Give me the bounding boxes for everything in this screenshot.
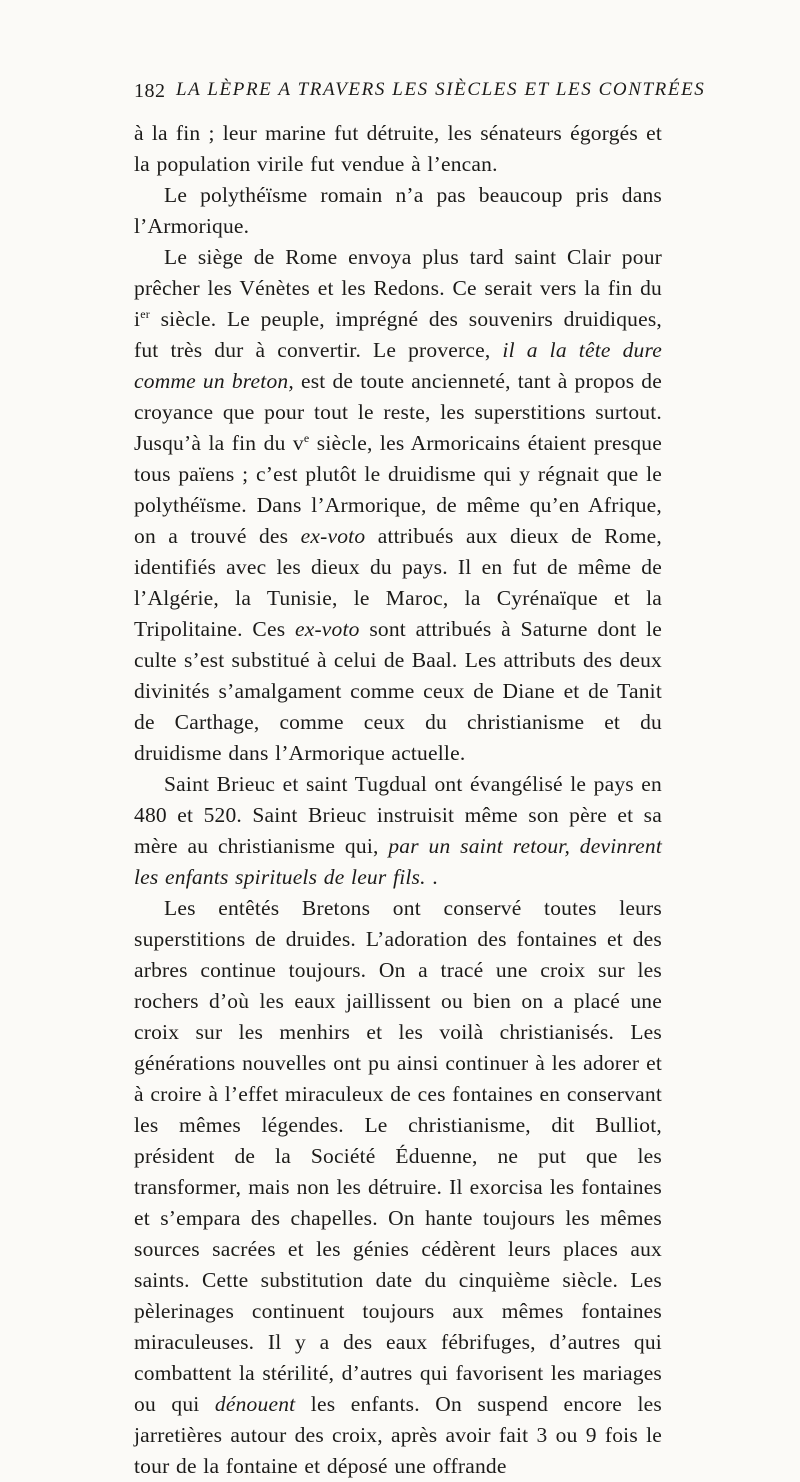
text-segment: . (425, 865, 438, 889)
text-segment: est de toute ancienneté, tant à propos de croyance que pour tout le reste, les superstitions surtout. Jusqu’à la fin du v (134, 369, 662, 455)
text-segment: siècle, les Armoricains étaient presque tous païens ; c’est plutôt le druidisme qui y régnait que le polythéïsme. Dans l’Armorique, de même qu’en Afrique, on a trouvé des (134, 431, 662, 548)
text-segment: siècle. Le peuple, imprégné des souvenirs druidiques, fut très dur à convertir. Le proverce, (134, 307, 662, 362)
paragraph (134, 118, 662, 180)
text-segment: attribués aux dieux de Rome, identifiés avec les dieux du pays. Il en fut de même de l’Algérie, la Tunisie, le Maroc, la Cyrénaïque et la Tripolitaine. Ces (134, 524, 662, 641)
italic-text: dénouent (214, 1392, 296, 1416)
paragraph (134, 180, 662, 242)
running-title: LA LÈPRE A TRAVERS LES SIÈCLES ET LES CONTRÉES (176, 79, 706, 100)
italic-text: par un saint retour, devinrent les enfants spirituels de leur fils. (134, 834, 662, 889)
body-text (134, 118, 662, 1482)
text-segment: Le polythéïsme romain n’a pas beaucoup pris dans l’Armorique. (134, 183, 662, 238)
text-segment: Les entêtés Bretons ont conservé toutes leurs superstitions de druides. L’adoration des fontaines et des arbres continue toujours. On a tracé une croix sur les rochers d’où les eaux jaillissent ou bien on a placé une croix sur les menhirs et les voilà christianisés. Les générations nouvelles ont pu ainsi continuer à les adorer et à croire à l’effet miraculeux de ces fontaines en conservant les mêmes légendes. Le christianisme, dit Bulliot, président de la Société Éduenne, ne put que les transformer, mais non les détruire. Il exorcisa les fontaines et s’empara des chapelles. On hante toujours les mêmes sources sacrées et les génies cédèrent leurs places aux saints. Cette substitution date du cinquième siècle. Les pèlerinages continuent toujours aux mêmes fontaines miraculeuses. Il y a des eaux fébrifuges, d’autres qui combattent la stérilité, d’autres qui favorisent les mariages ou qui (134, 896, 662, 1416)
superscript: e (303, 431, 310, 445)
paragraph (134, 769, 662, 893)
page-number: 182 (134, 80, 166, 102)
text-segment: Saint Brieuc et saint Tugdual ont évangélisé le pays en 480 et 520. Saint Brieuc instruisit même son père et sa mère au christianisme qui, (134, 772, 662, 858)
text-segment: sont attribués à Saturne dont le culte s’est substitué à celui de Baal. Les attributs des deux divinités s’amalgament comme ceux de Diane et de Tanit de Carthage, comme ceux du christianisme et du druidisme dans l’Armorique actuelle. (134, 617, 662, 765)
italic-text: ex-voto (300, 524, 366, 548)
italic-text: ex-voto (294, 617, 360, 641)
paragraph (134, 242, 662, 769)
superscript: er (140, 307, 150, 321)
text-segment: Le siège de Rome envoya plus tard saint Clair pour prêcher les Vénètes et les Redons. Ce serait vers la fin du i (134, 245, 662, 331)
italic-text: il a la tête dure comme un breton, (134, 338, 662, 393)
text-segment: les enfants. On suspend encore les jarretières autour des croix, après avoir fait 3 ou 9 fois le tour de la fontaine et déposé une offrande (134, 1392, 662, 1478)
running-head (134, 76, 706, 106)
text-segment: à la fin ; leur marine fut détruite, les sénateurs égorgés et la population virile fut vendue à l’encan. (134, 121, 662, 176)
paragraph (134, 893, 662, 1482)
